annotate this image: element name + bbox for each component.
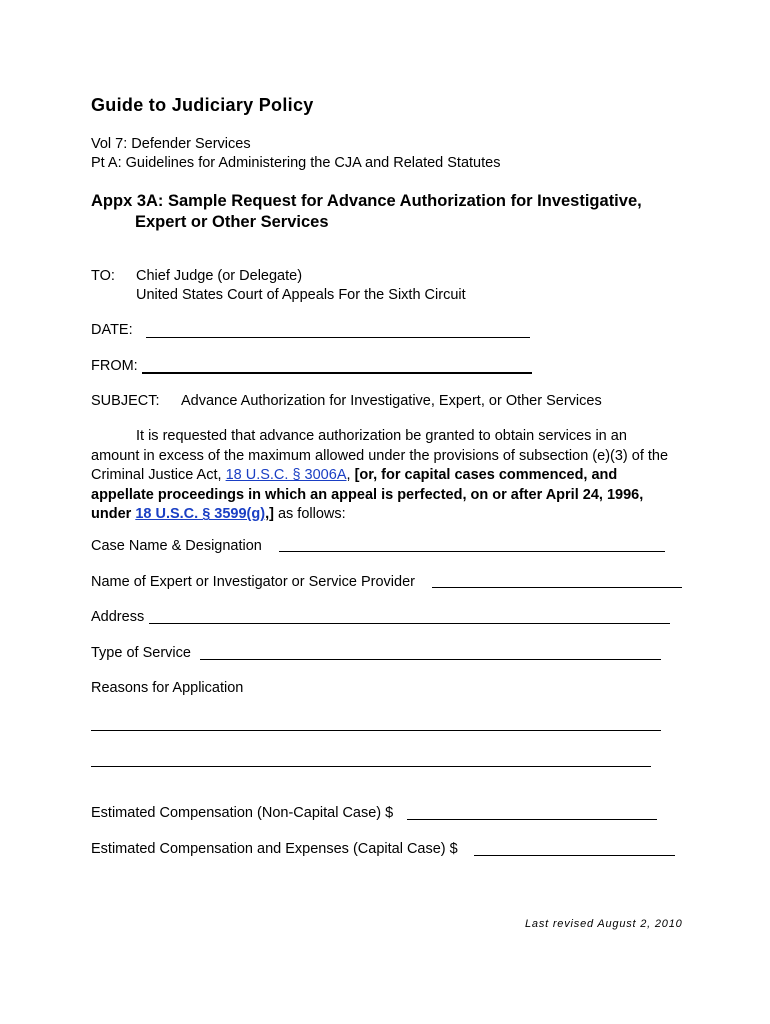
usc-3006a-link[interactable]: 18 U.S.C. § 3006A [225,467,347,483]
service-type-label: Type of Service [91,645,191,661]
capital-case-clause: [or, for capital cases commenced, and appellate proceedings in which an appeal is perfected, on or after April 24, 1996, under [91,467,644,522]
request-text-1: It is requested that advance authorization be granted to obtain services in an amount in excess of the maximum allowed under the provisions of subsection (e)(3) of the Criminal Justice Act, [91,428,669,483]
appendix-heading-line1: Appx 3A: Sample Request for Advance Authorization for Investigative, [91,192,642,210]
service-type-field-line[interactable] [200,659,661,660]
case-name-field-line[interactable] [279,551,665,552]
compensation-noncapital-label: Estimated Compensation (Non-Capital Case) $ [91,805,394,821]
provider-label: Name of Expert or Investigator or Service Provider [91,574,415,590]
reasons-label: Reasons for Application [91,680,244,696]
to-court: United States Court of Appeals For the Sixth Circuit [136,287,466,303]
request-text-3: as follows: [273,506,346,522]
provider-field-line[interactable] [432,587,682,588]
document-title: Guide to Judiciary Policy [91,95,314,115]
subject-text: Advance Authorization for Investigative, Expert, or Other Services [181,393,602,409]
compensation-capital-field-line[interactable] [474,855,675,856]
appendix-heading-line2: Expert or Other Services [135,213,329,231]
compensation-noncapital-field-line[interactable] [407,819,657,820]
part-line: Pt A: Guidelines for Administering the CJA and Related Statutes [91,155,501,171]
compensation-capital-label: Estimated Compensation and Expenses (Capital Case) $ [91,841,458,857]
from-field-line[interactable] [142,372,532,374]
subject-label: SUBJECT: [91,393,160,409]
volume-line: Vol 7: Defender Services [91,136,251,152]
to-label: TO: [91,268,115,284]
date-label: DATE: [91,322,133,338]
reasons-field-line-1[interactable] [91,730,661,731]
to-recipient: Chief Judge (or Delegate) [136,268,303,284]
request-text-2: , [346,467,355,483]
address-label: Address [91,609,145,625]
address-field-line[interactable] [149,623,670,624]
date-field-line[interactable] [146,337,530,338]
appendix-heading [91,191,642,233]
request-paragraph [91,427,671,525]
capital-case-clause-end: ,] [265,506,274,522]
case-name-label: Case Name & Designation [91,538,262,554]
reasons-field-line-2[interactable] [91,766,651,767]
last-revised: Last revised August 2, 2010 [525,918,683,930]
from-label: FROM: [91,358,138,374]
usc-3599g-link[interactable]: 18 U.S.C. § 3599(g) [135,506,266,522]
